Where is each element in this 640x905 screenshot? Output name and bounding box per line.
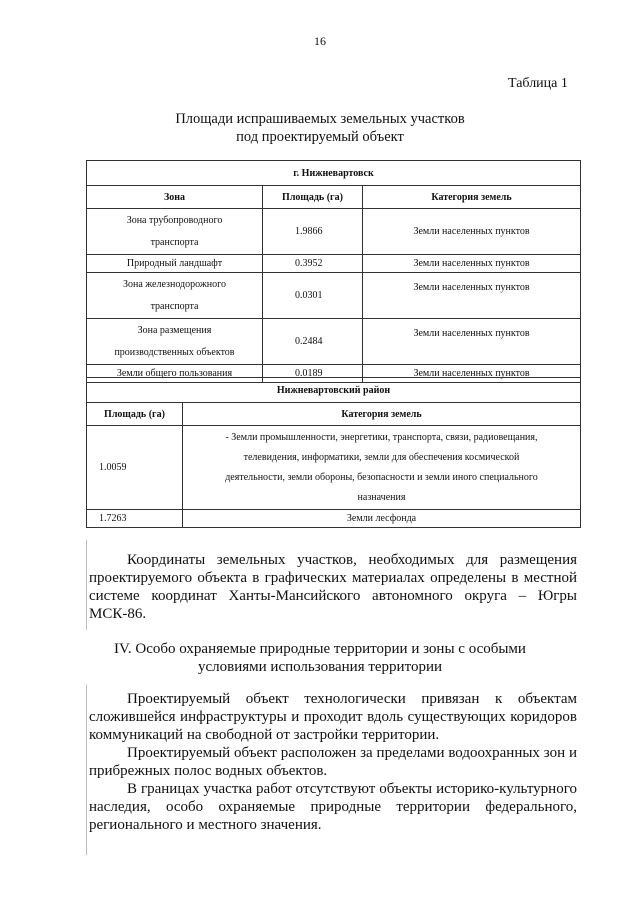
table-row xyxy=(87,426,581,510)
coordinates-paragraph: Координаты земельных участков, необходимых для размещения проектируемого объекта в графических материалах определены в местной системе координат Ханты-Мансийского автономного округа – Югры МСК-86. xyxy=(89,552,577,622)
category-cell: Земли населенных пунктов xyxy=(363,255,581,273)
col-header-category: Категория земель xyxy=(363,186,581,209)
table-row xyxy=(87,255,581,273)
table-caption xyxy=(0,110,640,146)
page-number: 16 xyxy=(314,34,326,48)
area-cell: 1.7263 xyxy=(87,510,183,528)
area-cell: 1.9866 xyxy=(263,209,363,255)
col-header-category: Категория земель xyxy=(183,403,581,426)
category-cell: Земли населенных пунктов xyxy=(363,209,581,255)
area-cell: 0.0189 xyxy=(263,365,363,383)
table-row xyxy=(87,209,581,255)
table-row xyxy=(87,510,581,528)
paragraph: В границах участка работ отсутствуют объекты историко-культурного наследия, особо охраняемые природные территории федерального, регионального и местного значения. xyxy=(89,781,577,833)
zone-cell: Природный ландшафт xyxy=(87,255,263,273)
section-title-line-2: условиями использования территории xyxy=(198,659,442,675)
area-cell: 1.0059 xyxy=(87,426,183,510)
area-cell: 0.2484 xyxy=(263,319,363,365)
table-row xyxy=(87,273,581,319)
table-row xyxy=(87,319,581,365)
section-title xyxy=(0,640,640,676)
zone-cell: Зона железнодорожного транспорта xyxy=(87,273,263,319)
table-district-title: Нижневартовский район xyxy=(87,378,581,403)
paragraph: Проектируемый объект расположен за пределами водоохранных зон и прибрежных полос водных объектов. xyxy=(89,745,577,779)
table-label: Таблица 1 xyxy=(508,76,568,91)
table-district xyxy=(86,377,581,528)
table-city xyxy=(86,160,581,383)
zone-cell: Земли общего пользования xyxy=(87,365,263,383)
category-cell: - Земли промышленности, энергетики, транспорта, связи, радиовещания, телевидения, информатики, земли для обеспечения космической деятельности, земли обороны, безопасности и земли иного специального назначения xyxy=(183,426,581,510)
col-header-area: Площадь (га) xyxy=(87,403,183,426)
category-cell: Земли населенных пунктов xyxy=(363,273,581,319)
category-cell: Земли населенных пунктов xyxy=(363,319,581,365)
section-title-line-1: IV. Особо охраняемые природные территории и зоны с особыми xyxy=(114,641,526,657)
caption-line-2: под проектируемый объект xyxy=(236,129,404,145)
col-header-area: Площадь (га) xyxy=(263,186,363,209)
area-cell: 0.0301 xyxy=(263,273,363,319)
area-cell: 0.3952 xyxy=(263,255,363,273)
margin-line xyxy=(86,540,87,630)
category-cell: Земли населенных пунктов xyxy=(363,365,581,383)
zone-cell: Зона размещения производственных объектов xyxy=(87,319,263,365)
table-city-title: г. Нижневартовск xyxy=(87,161,581,186)
caption-line-1: Площади испрашиваемых земельных участков xyxy=(175,111,465,127)
col-header-zone: Зона xyxy=(87,186,263,209)
category-cell: Земли лесфонда xyxy=(183,510,581,528)
section-body xyxy=(89,690,577,834)
zone-cell: Зона трубопроводного транспорта xyxy=(87,209,263,255)
paragraph: Проектируемый объект технологически привязан к объектам сложившейся инфраструктуры и проходит вдоль существующих коридоров коммуникаций на свободной от застройки территории. xyxy=(89,691,577,743)
margin-line xyxy=(86,685,87,855)
